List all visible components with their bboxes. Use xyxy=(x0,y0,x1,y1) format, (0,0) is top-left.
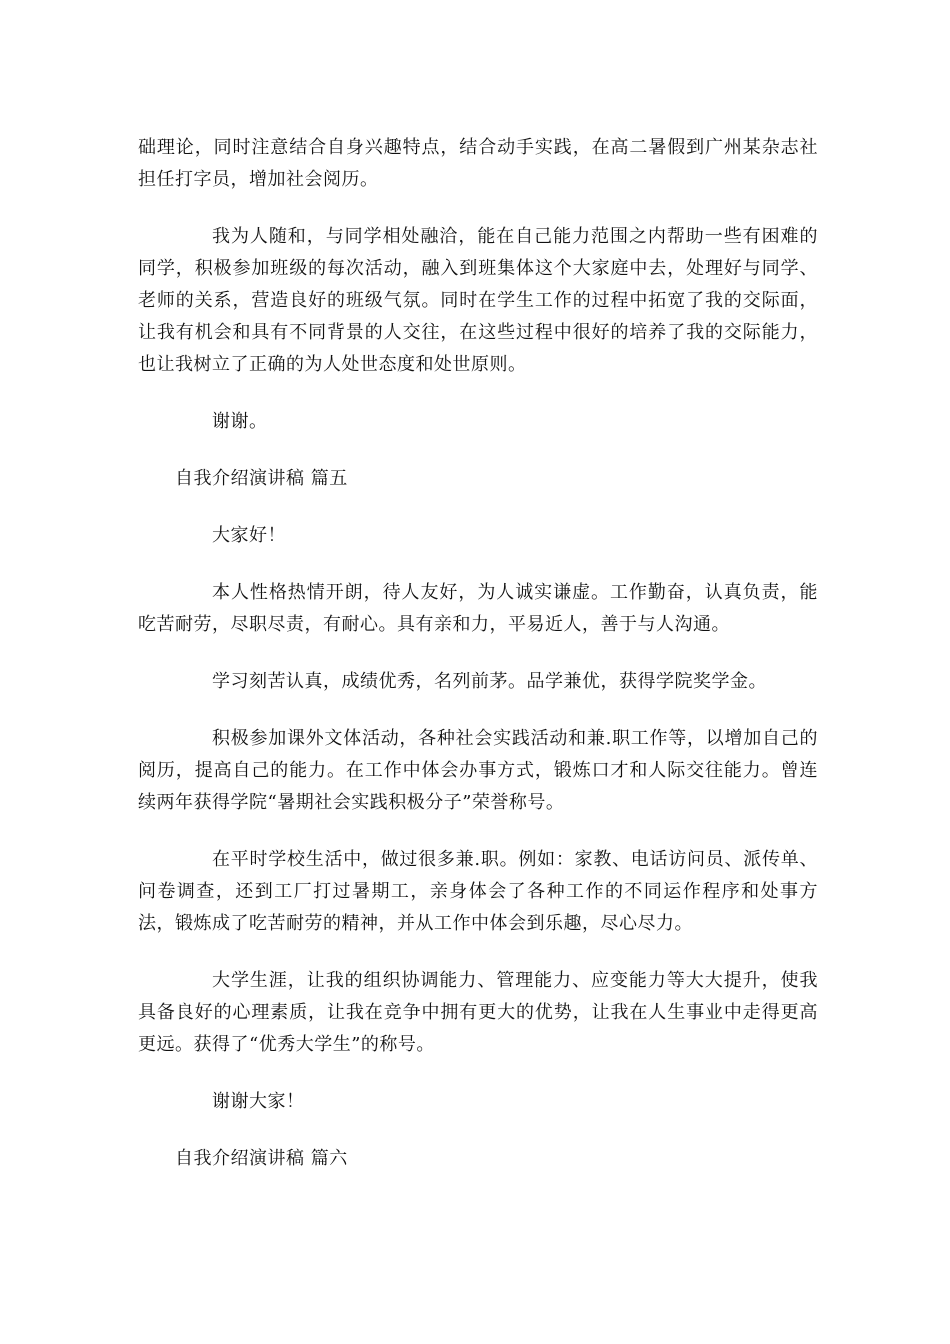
section-heading-five: 自我介绍演讲稿 篇五 xyxy=(175,468,348,489)
paragraph-study: 学习刻苦认真，成绩优秀，名列前茅。品学兼优，获得学院奖学金。 xyxy=(212,671,767,692)
document-body xyxy=(138,132,818,1200)
paragraph-part-time: 在平时学校生活中，做过很多兼.职。例如：家教、电话访问员、派传单、问卷调查，还到工厂打过暑期工，亲身体会了各种工作的不同运作程序和处事方法，锻炼成了吃苦耐劳的精神，并从工作中体会到乐趣，尽心尽力。 xyxy=(138,849,818,934)
paragraph-thanks: 谢谢。 xyxy=(212,411,268,432)
paragraph-university: 大学生涯，让我的组织协调能力、管理能力、应变能力等大大提升，使我具备良好的心理素质，让我在竞争中拥有更大的优势，让我在人生事业中走得更高更远。获得了“优秀大学生”的称号。 xyxy=(138,970,818,1055)
paragraph-character: 本人性格热情开朗，待人友好，为人诚实谦虚。工作勤奋，认真负责，能吃苦耐劳，尽职尽责，有耐心。具有亲和力，平易近人，善于与人沟通。 xyxy=(138,582,818,635)
paragraph-personality: 我为人随和，与同学相处融洽，能在自己能力范围之内帮助一些有困难的同学，积极参加班级的每次活动，融入到班集体这个大家庭中去，处理好与同学、老师的关系，营造良好的班级气氛。同时在学生工作的过程中拓宽了我的交际面，让我有机会和具有不同背景的人交往，在这些过程中很好的培养了我的交际能力，也让我树立了正确的为人处世态度和处世原则。 xyxy=(138,226,818,375)
section-heading-six: 自我介绍演讲稿 篇六 xyxy=(175,1148,348,1169)
paragraph-continuation: 础理论，同时注意结合自身兴趣特点，结合动手实践，在高二暑假到广州某杂志社担任打字员，增加社会阅历。 xyxy=(138,137,818,190)
paragraph-greeting: 大家好！ xyxy=(212,525,286,546)
paragraph-activities: 积极参加课外文体活动，各种社会实践活动和兼.职工作等，以增加自己的阅历，提高自己的能力。在工作中体会办事方式，锻炼口才和人际交往能力。曾连续两年获得学院“暑期社会实践积极分子”荣誉称号。 xyxy=(138,728,818,813)
paragraph-thanks-all: 谢谢大家！ xyxy=(212,1091,305,1112)
